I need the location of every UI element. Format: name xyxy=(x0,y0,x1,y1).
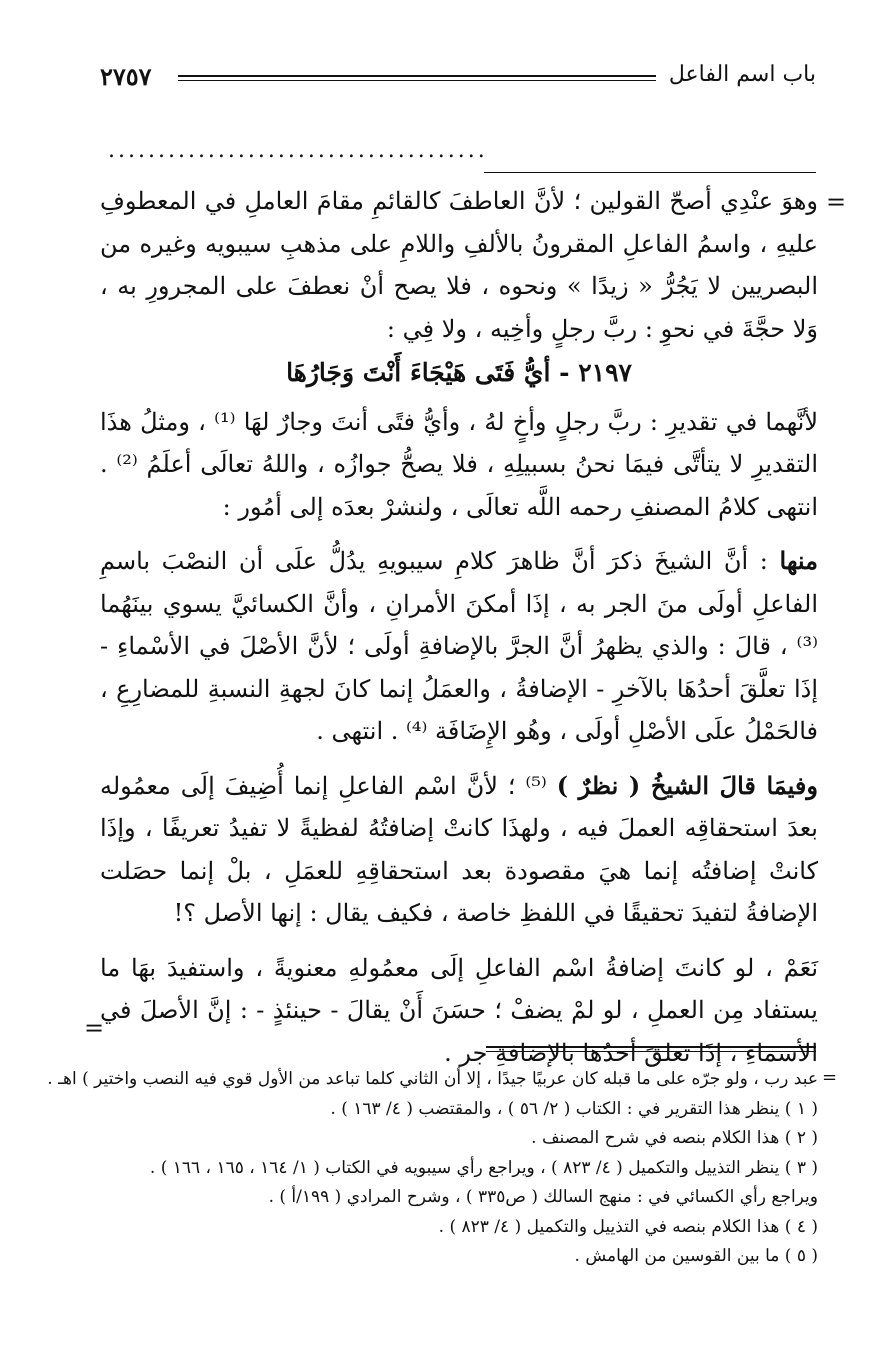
footnote-rule xyxy=(486,1046,816,1052)
footnote-1: ( ١ ) ينظر هذا التقرير في : الكتاب ( ٢/ ٥٦ ) ، والمقتضب ( ٤/ ١٦٣ ) . xyxy=(330,1098,818,1119)
paragraph-1: وهوَ عنْدِي أصحّ القولين ؛ لأنَّ العاطفَ كالقائمِ مقامَ العاملِ في المعطوفِ عليهِ ، واسمُ الفاعلِ المقرونُ بالألفِ واللامِ على مذهبِ سيبويه وغيره من البصريين لا يَجُرُّ « زيدًا » ونحوه ، فلا يصح أنْ نعطفَ على المجرورِ به ، وَلا حجَّةَ في نحوِ : ربَّ رجلٍ وأخِيه ، ولا فِي : xyxy=(100,187,819,343)
chapter-title: باب اسم الفاعل xyxy=(668,62,816,87)
paragraph-3-lead: منها xyxy=(779,546,818,575)
footnote-continuation-mark: = xyxy=(822,1067,838,1088)
paragraph-3 xyxy=(100,540,818,753)
footnote-3-continued: ويراجع رأي الكسائي في : منهج السالك ( ص٣٣٥ ) ، وشرح المرادي ( ١٩٩/أ ) . xyxy=(268,1187,818,1207)
page-number: ٢٧٥٧ xyxy=(100,62,152,91)
paragraph-5: نَعَمْ ، لو كانتَ إضافةُ اسْم الفاعلِ إلَى معمُولهِ معنويةً ، واستفيدَ بهَا ما يستفاد مِن العملِ ، لو لمْ يضفْ ؛ حسَنَ أَنْ يقالَ - حينئذٍ - : إنَّ الأصلَ في الأسماءِ ، إذَا تعلقَ أحدُها بالإضافةِ جر . xyxy=(100,953,818,1067)
paragraph-4-text: ⁽⁵⁾ ؛ لأنَّ اسْم الفاعلِ إنما أُضِيفَ إلَى معمُوله بعدَ استحقاقِه العملَ فيه ، ولهذَا كانتْ إضافتُهُ لفظيةً لا تفيدُ تعريفًا ، وإذَا كانتْ إضافتُه إنما هيَ مقصودة بعد استحقاقِهِ للعمَلِ ، بلْ إنما حصَلت الإضافةُ لتفيدَ تحقيقًا في اللفظِ خاصة ، فكيف يقال : إنها الأصل ؟! xyxy=(100,771,818,927)
continuation-mark-bottom: = xyxy=(84,1014,105,1042)
footnote-2: ( ٢ ) هذا الكلام بنصه في شرح المصنف . xyxy=(531,1128,818,1148)
footnote-4: ( ٤ ) هذا الكلام بنصه في التذييل والتكميل ( ٤/ ٨٢٣ ) . xyxy=(438,1216,818,1237)
paragraph-4 xyxy=(100,765,818,935)
paragraph-4-lead: وفيمَا قالَ الشيخُ ( نظرٌ ) xyxy=(556,770,818,800)
running-header xyxy=(100,62,816,102)
continuation-mark-top: = xyxy=(826,188,847,216)
footnote-3: ( ٣ ) ينظر التذييل والتكميل ( ٤/ ٨٢٣ ) ، ويراجع رأي سيبويه في الكتاب ( ١/ ١٦٤ ، ١٦٥ ، ١٦٦ ) . xyxy=(149,1157,818,1178)
separator-rule xyxy=(484,172,816,173)
dotted-separator: ...................................... xyxy=(108,138,488,163)
header-rule xyxy=(178,75,656,81)
paragraph-3-text: : أنَّ الشيخَ ذكرَ أنَّ ظاهرَ كلامِ سيبويهِ يدُلُّ علَى أن النصْبَ باسمِ الفاعلِ أولَى منَ الجر به ، إذَا أمكنَ الأمرانِ ، وأنَّ الكسائيَّ يسوي بينَهُما ⁽³⁾ ، قالَ : والذي يظهرُ أنَّ الجرَّ بالإضافةِ أولَى ؛ لأنَّ الأصْلَ في الأسْماءِ - إذَا تعلَّقَ أحدُهَا بالآخرِ - الإضافةُ ، والعمَلُ إنما كانَ لجهةِ النسبةِ للمضارِعِ ، فالحَمْلُ علَى الأصْلِ أولَى ، وهُو الإِضَافَة ⁽⁴⁾ . انتهى . xyxy=(100,547,818,745)
paragraph-2: لأنَّهما في تقديرِ : ربَّ رجلٍ وأخٍ لهُ ، وأيُّ فتًى أنتَ وجارٌ لهَا ⁽¹⁾ ، ومثلُ هذَا التقديرِ لا يتأتَّى فيمَا نحنُ بسبيلِهِ ، فلا يصحُّ جوازُه ، واللهُ تعالَى أعلَمُ ⁽²⁾ . انتهى كلامُ المصنفِ رحمه اللَّه تعالَى ، ولنشرْ بعدَه إلى أمُور : xyxy=(100,407,819,521)
verse-line: ٢١٩٧ - أيُّ فَتَى هَيْجَاءَ أَنْتَ وَجَارُهَا xyxy=(286,358,632,387)
footnotes xyxy=(47,1065,818,1272)
footnote-continued: عبد رب ، ولو جرّه على ما قبله كان عربيًا جيدًا ، إلا أن الثاني كلما تباعد من الأول قوي فيه النصب واختير ) اهـ . xyxy=(47,1069,818,1089)
main-text xyxy=(100,180,818,1074)
footnote-5: ( ٥ ) ما بين القوسين من الهامش . xyxy=(574,1246,818,1266)
